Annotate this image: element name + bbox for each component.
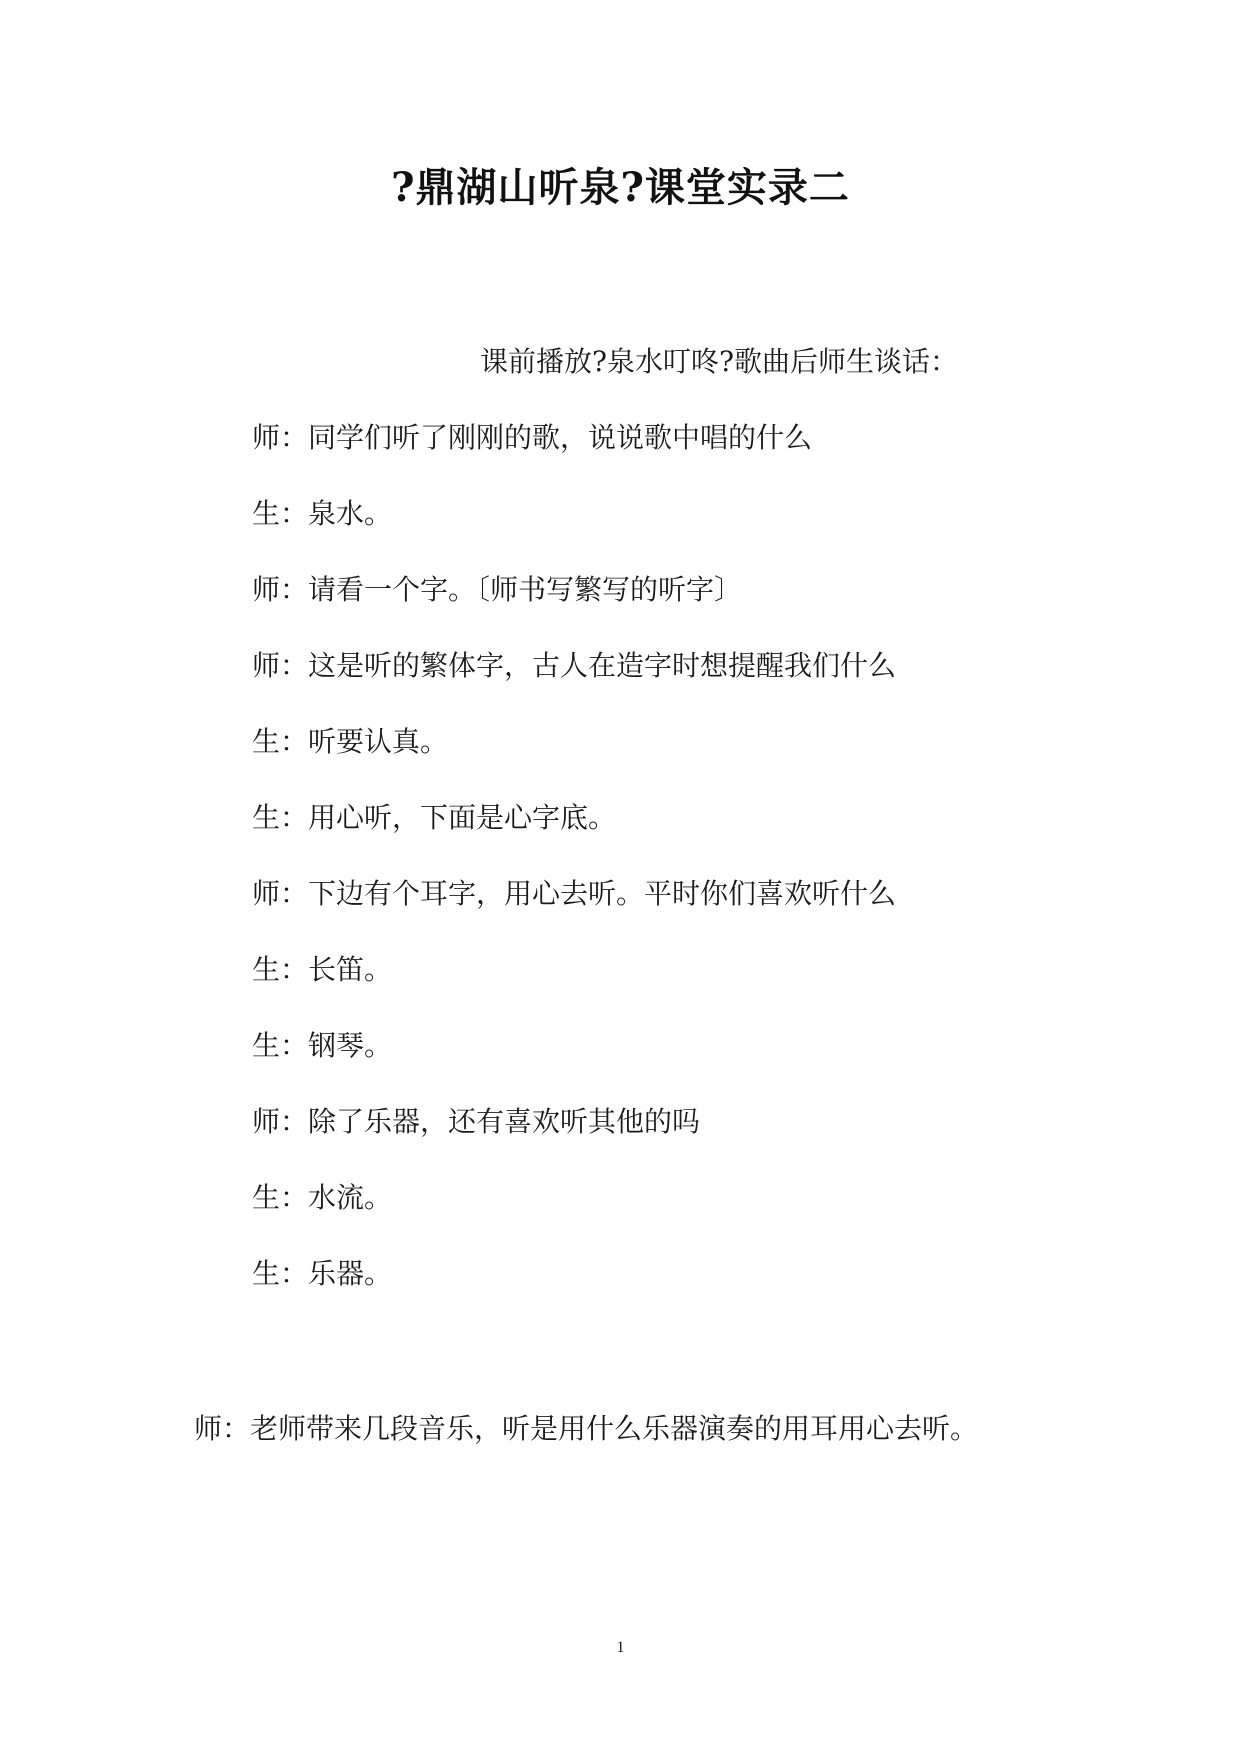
dialogue-line: 师：除了乐器，还有喜欢听其他的吗 [252, 1105, 701, 1138]
page-title: ?鼎湖山听泉?课堂实录二 [391, 164, 850, 211]
dialogue-line: 生：钢琴。 [252, 1029, 393, 1062]
dialogue-line: 师：同学们听了刚刚的歌，说说歌中唱的什么 [252, 421, 813, 454]
final-paragraph: 师：老师带来几段音乐，听是用什么乐器演奏的用耳用心去听。 [194, 1412, 979, 1445]
dialogue-line: 师：下边有个耳字，用心去听。平时你们喜欢听什么 [252, 877, 897, 910]
dialogue-line: 生：水流。 [252, 1181, 393, 1214]
dialogue-list [252, 418, 896, 1330]
dialogue-line: 生：泉水。 [252, 497, 393, 530]
dialogue-line: 生：长笛。 [252, 953, 393, 986]
page-number: 1 [616, 1639, 625, 1656]
dialogue-line: 师：这是听的繁体字，古人在造字时想提醒我们什么 [252, 649, 897, 682]
dialogue-line: 生：乐器。 [252, 1257, 393, 1290]
dialogue-line: 生：听要认真。 [252, 725, 449, 758]
dialogue-line: 师：请看一个字。〔师书写繁写的听字〕 [252, 573, 743, 606]
dialogue-line: 生：用心听，下面是心字底。 [252, 801, 617, 834]
intro-paragraph: 课前播放?泉水叮咚?歌曲后师生谈话： [480, 345, 959, 378]
